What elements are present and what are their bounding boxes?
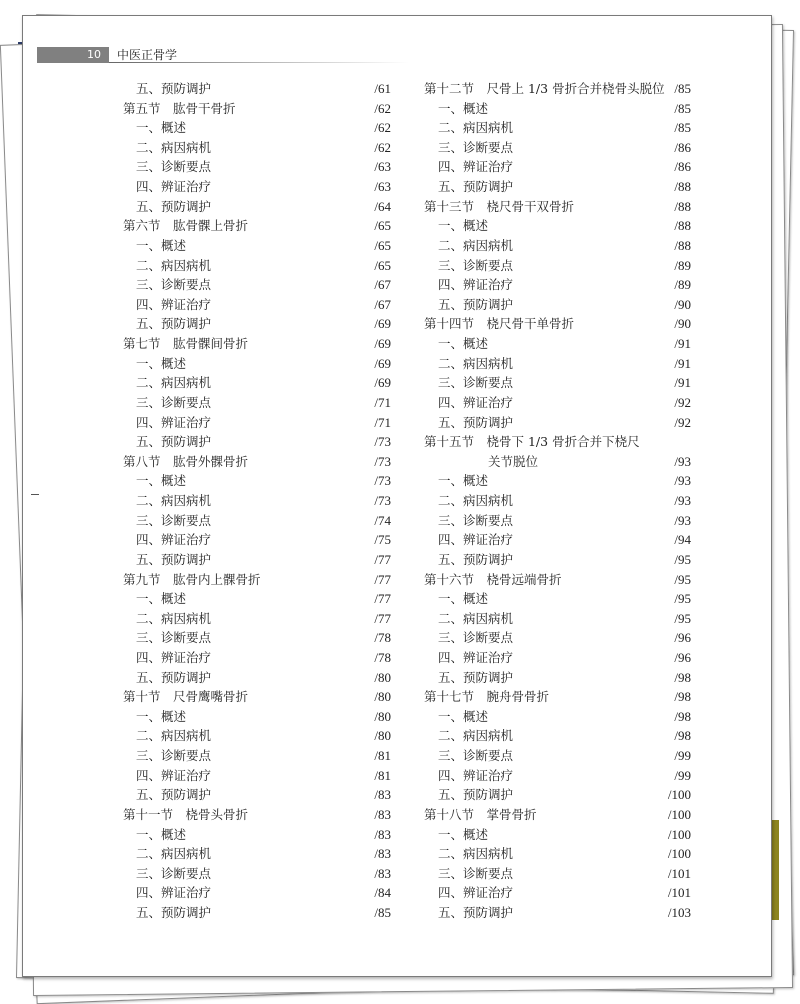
toc-entry-page: /61 bbox=[374, 81, 391, 96]
toc-entry-title: 三、诊断要点 bbox=[438, 257, 514, 273]
toc-entry-title: 四、辨证治疗 bbox=[136, 414, 212, 430]
toc-entry-page: /83 bbox=[374, 846, 391, 862]
toc-entry-title: 二、病因病机 bbox=[438, 237, 514, 253]
toc-entry-title: 五、预防调护 bbox=[136, 316, 212, 332]
toc-entry-page: /91 bbox=[674, 355, 691, 371]
toc-section-entry bbox=[424, 80, 691, 98]
toc-entry-title: 二、病因病机 bbox=[136, 846, 212, 862]
toc-entry-page: /83 bbox=[374, 865, 391, 881]
toc-entry-title: 三、诊断要点 bbox=[438, 139, 514, 155]
toc-entry-page: /75 bbox=[374, 532, 391, 548]
toc-entry-page: /71 bbox=[374, 394, 391, 410]
toc-section-entry bbox=[424, 198, 691, 216]
toc-subsection-entry bbox=[136, 865, 391, 883]
toc-entry-page: /69 bbox=[374, 336, 391, 352]
toc-entry-page: /77 bbox=[374, 610, 391, 626]
toc-subsection-entry bbox=[136, 512, 391, 530]
toc-entry-title: 五、预防调护 bbox=[136, 669, 212, 685]
toc-entry-page: /101 bbox=[667, 885, 691, 901]
toc-subsection-entry bbox=[136, 629, 391, 647]
toc-entry-page: /62 bbox=[374, 139, 391, 155]
toc-entry-title: 三、诊断要点 bbox=[438, 512, 514, 528]
toc-subsection-entry bbox=[136, 786, 391, 804]
toc-entry-page: /81 bbox=[374, 748, 391, 764]
toc-entry-title: 四、辨证治疗 bbox=[438, 885, 514, 901]
toc-entry-title: 第八节 肱骨外髁骨折 bbox=[123, 453, 249, 469]
toc-subsection-entry bbox=[438, 551, 691, 569]
toc-entry-page: /95 bbox=[674, 571, 691, 587]
toc-entry-title: 一、概述 bbox=[136, 826, 187, 842]
toc-entry-title: 五、预防调护 bbox=[438, 787, 514, 803]
toc-entry-page: /62 bbox=[374, 100, 391, 116]
toc-section-entry bbox=[488, 453, 691, 471]
toc-entry-page: /63 bbox=[374, 159, 391, 175]
toc-entry-title: 一、概述 bbox=[136, 591, 187, 607]
toc-subsection-entry bbox=[438, 531, 691, 549]
toc-entry-page: /74 bbox=[374, 512, 391, 528]
toc-entry-title: 四、辨证治疗 bbox=[438, 277, 514, 293]
toc-entry-title: 五、预防调护 bbox=[438, 669, 514, 685]
toc-entry-title: 一、概述 bbox=[438, 708, 489, 724]
toc-subsection-entry bbox=[136, 492, 391, 510]
toc-subsection-entry bbox=[136, 747, 391, 765]
toc-entry-page: /77 bbox=[374, 571, 391, 587]
toc-entry-title: 第九节 肱骨内上髁骨折 bbox=[123, 571, 261, 587]
toc-entry-page: /85 bbox=[374, 905, 391, 921]
toc-entry-title: 二、病因病机 bbox=[438, 610, 514, 626]
toc-subsection-entry bbox=[136, 374, 391, 392]
toc-entry-page: /90 bbox=[674, 296, 691, 312]
toc-entry-title: 三、诊断要点 bbox=[438, 630, 514, 646]
toc-entry-page: /99 bbox=[674, 767, 691, 783]
toc-entry-page: /86 bbox=[674, 139, 691, 155]
toc-subsection-entry bbox=[136, 414, 391, 432]
toc-entry-title: 第十一节 桡骨头骨折 bbox=[123, 806, 249, 822]
toc-entry-title: 三、诊断要点 bbox=[136, 394, 212, 410]
toc-entry-page: /92 bbox=[674, 414, 691, 430]
book-page bbox=[22, 15, 772, 977]
toc-entry-page: /64 bbox=[374, 198, 391, 214]
toc-section-entry bbox=[123, 335, 391, 353]
toc-entry-title: 第十五节 桡骨下 1/3 骨折合并下桡尺 bbox=[424, 434, 640, 450]
toc-subsection-entry bbox=[438, 884, 691, 902]
toc-subsection-entry bbox=[136, 296, 391, 314]
toc-entry-page: /80 bbox=[374, 708, 391, 724]
toc-entry-page: /95 bbox=[674, 610, 691, 626]
toc-subsection-entry bbox=[136, 198, 391, 216]
toc-entry-page: /78 bbox=[374, 649, 391, 665]
toc-section-entry bbox=[424, 806, 691, 824]
toc-entry-title: 五、预防调护 bbox=[438, 905, 514, 921]
toc-subsection-entry bbox=[438, 669, 691, 687]
toc-entry-title: 五、预防调护 bbox=[438, 551, 514, 567]
toc-entry-page: /84 bbox=[374, 885, 391, 901]
toc-entry-page: /95 bbox=[674, 551, 691, 567]
toc-entry-title: 四、辨证治疗 bbox=[136, 179, 212, 195]
toc-entry-page: /95 bbox=[674, 591, 691, 607]
toc-entry-page: /73 bbox=[374, 473, 391, 489]
toc-subsection-entry bbox=[438, 414, 691, 432]
toc-entry-page: /91 bbox=[674, 375, 691, 391]
toc-entry-title: 二、病因病机 bbox=[136, 257, 212, 273]
toc-subsection-entry bbox=[438, 708, 691, 726]
toc-subsection-entry bbox=[438, 296, 691, 314]
toc-entry-page: /100 bbox=[667, 806, 691, 822]
toc-entry-page: /65 bbox=[374, 237, 391, 253]
toc-subsection-entry bbox=[438, 610, 691, 628]
toc-entry-page: /71 bbox=[374, 414, 391, 430]
toc-subsection-entry bbox=[136, 237, 391, 255]
toc-entry-title: 一、概述 bbox=[438, 473, 489, 489]
toc-subsection-entry bbox=[136, 80, 391, 98]
toc-subsection-entry bbox=[438, 100, 691, 118]
toc-entry-title: 四、辨证治疗 bbox=[136, 296, 212, 312]
toc-entry-title: 第七节 肱骨髁间骨折 bbox=[123, 336, 249, 352]
toc-subsection-entry bbox=[438, 865, 691, 883]
toc-entry-page: /93 bbox=[674, 493, 691, 509]
toc-entry-title: 三、诊断要点 bbox=[136, 159, 212, 175]
toc-subsection-entry bbox=[438, 747, 691, 765]
toc-entry-title: 二、病因病机 bbox=[136, 610, 212, 626]
toc-entry-title: 一、概述 bbox=[136, 237, 187, 253]
toc-subsection-entry bbox=[438, 394, 691, 412]
toc-subsection-entry bbox=[438, 512, 691, 530]
toc-entry-page: /80 bbox=[374, 669, 391, 685]
toc-subsection-entry bbox=[136, 315, 391, 333]
toc-subsection-entry bbox=[438, 237, 691, 255]
toc-entry-page: /80 bbox=[374, 728, 391, 744]
toc-subsection-entry bbox=[438, 276, 691, 294]
toc-entry-title: 第十七节 腕舟骨骨折 bbox=[424, 689, 550, 705]
toc-subsection-entry bbox=[136, 139, 391, 157]
toc-entry-page: /73 bbox=[374, 434, 391, 450]
toc-entry-title: 二、病因病机 bbox=[438, 493, 514, 509]
toc-subsection-entry bbox=[438, 217, 691, 235]
toc-entry-title: 一、概述 bbox=[136, 120, 187, 136]
toc-entry-page: /96 bbox=[674, 649, 691, 665]
toc-subsection-entry bbox=[136, 590, 391, 608]
toc-entry-page: /92 bbox=[674, 394, 691, 410]
toc-subsection-entry bbox=[438, 158, 691, 176]
toc-entry-page: /67 bbox=[374, 277, 391, 293]
toc-subsection-entry bbox=[438, 139, 691, 157]
toc-entry-page: /88 bbox=[674, 198, 691, 214]
toc-subsection-entry bbox=[438, 178, 691, 196]
toc-subsection-entry bbox=[438, 472, 691, 490]
toc-entry-page: /101 bbox=[667, 865, 691, 881]
toc-subsection-entry bbox=[438, 119, 691, 137]
toc-entry-page: /67 bbox=[374, 296, 391, 312]
toc-section-entry bbox=[123, 571, 391, 589]
toc-entry-page: /80 bbox=[374, 689, 391, 705]
toc-entry-title: 关节脱位 bbox=[488, 453, 539, 469]
toc-entry-title: 第十二节 尺骨上 1/3 骨折合并桡骨头脱位 bbox=[424, 81, 665, 96]
toc-entry-title: 五、预防调护 bbox=[136, 787, 212, 803]
toc-entry-page: /83 bbox=[374, 826, 391, 842]
toc-entry-title: 二、病因病机 bbox=[438, 728, 514, 744]
toc-entry-page: /98 bbox=[674, 689, 691, 705]
toc-entry-page: /65 bbox=[374, 218, 391, 234]
toc-subsection-entry bbox=[438, 649, 691, 667]
toc-entry-page: /86 bbox=[674, 159, 691, 175]
toc-entry-title: 四、辨证治疗 bbox=[136, 767, 212, 783]
toc-entry-title: 三、诊断要点 bbox=[438, 375, 514, 391]
toc-entry-page: /77 bbox=[374, 551, 391, 567]
toc-entry-title: 二、病因病机 bbox=[438, 355, 514, 371]
toc-entry-page: /96 bbox=[674, 630, 691, 646]
toc-entry-title: 五、预防调护 bbox=[136, 198, 212, 214]
toc-subsection-entry bbox=[438, 786, 691, 804]
toc-entry-title: 二、病因病机 bbox=[438, 846, 514, 862]
toc-entry-page: /91 bbox=[674, 336, 691, 352]
toc-entry-page: /98 bbox=[674, 728, 691, 744]
toc-subsection-entry bbox=[136, 178, 391, 196]
toc-subsection-entry bbox=[136, 610, 391, 628]
toc-section-entry bbox=[424, 688, 691, 706]
toc-entry-page: /62 bbox=[374, 120, 391, 136]
toc-entry-page: /93 bbox=[674, 473, 691, 489]
toc-entry-page: /98 bbox=[674, 708, 691, 724]
toc-subsection-entry bbox=[438, 257, 691, 275]
toc-subsection-entry bbox=[438, 727, 691, 745]
toc-entry-title: 第十三节 桡尺骨干双骨折 bbox=[424, 198, 575, 214]
toc-entry-title: 四、辨证治疗 bbox=[136, 649, 212, 665]
toc-entry-page: /98 bbox=[674, 669, 691, 685]
toc-entry-page: /77 bbox=[374, 591, 391, 607]
toc-entry-page: /93 bbox=[674, 453, 691, 469]
toc-entry-title: 一、概述 bbox=[438, 218, 489, 234]
toc-entry-page: /73 bbox=[374, 453, 391, 469]
toc-entry-title: 三、诊断要点 bbox=[438, 748, 514, 764]
toc-entry-page: /69 bbox=[374, 316, 391, 332]
toc-subsection-entry bbox=[136, 727, 391, 745]
toc-entry-title: 三、诊断要点 bbox=[136, 748, 212, 764]
toc-entry-title: 第十八节 掌骨骨折 bbox=[424, 806, 537, 822]
toc-subsection-entry bbox=[136, 433, 391, 451]
toc-section-entry bbox=[123, 100, 391, 118]
toc-entry-page: /89 bbox=[674, 277, 691, 293]
toc-entry-title: 四、辨证治疗 bbox=[136, 532, 212, 548]
toc-entry-page: /81 bbox=[374, 767, 391, 783]
toc-entry-title: 二、病因病机 bbox=[136, 728, 212, 744]
toc-entry-page: /100 bbox=[667, 846, 691, 862]
toc-entry-title: 二、病因病机 bbox=[136, 493, 212, 509]
toc-subsection-entry bbox=[438, 492, 691, 510]
toc-section-entry bbox=[123, 688, 391, 706]
toc-subsection-entry bbox=[136, 884, 391, 902]
running-header-title: 中医正骨学 bbox=[117, 48, 178, 62]
toc-entry-page: /100 bbox=[667, 826, 691, 842]
toc-entry-page: /99 bbox=[674, 748, 691, 764]
toc-section-entry bbox=[123, 806, 391, 824]
toc-subsection-entry bbox=[136, 767, 391, 785]
toc-subsection-entry bbox=[136, 257, 391, 275]
toc-entry-title: 一、概述 bbox=[438, 826, 489, 842]
toc-subsection-entry bbox=[438, 374, 691, 392]
toc-entry-page: /89 bbox=[674, 257, 691, 273]
toc-section-entry bbox=[123, 217, 391, 235]
toc-entry-title: 二、病因病机 bbox=[438, 120, 514, 136]
toc-entry-title: 四、辨证治疗 bbox=[438, 532, 514, 548]
toc-entry-page: /69 bbox=[374, 375, 391, 391]
toc-entry-page: /88 bbox=[674, 218, 691, 234]
toc-entry-page: /63 bbox=[374, 179, 391, 195]
toc-entry-title: 二、病因病机 bbox=[136, 375, 212, 391]
toc-subsection-entry bbox=[438, 355, 691, 373]
toc-entry-page: /73 bbox=[374, 493, 391, 509]
toc-subsection-entry bbox=[136, 276, 391, 294]
toc-entry-title: 第十节 尺骨鹰嘴骨折 bbox=[123, 689, 249, 705]
toc-entry-title: 三、诊断要点 bbox=[136, 512, 212, 528]
margin-mark bbox=[31, 494, 39, 495]
toc-subsection-entry bbox=[136, 649, 391, 667]
toc-entry-page: /78 bbox=[374, 630, 391, 646]
toc-entry-page: /83 bbox=[374, 787, 391, 803]
toc-entry-title: 五、预防调护 bbox=[438, 179, 514, 195]
toc-subsection-entry bbox=[438, 845, 691, 863]
toc-entry-page: /93 bbox=[674, 512, 691, 528]
toc-subsection-entry bbox=[438, 590, 691, 608]
toc-subsection-entry bbox=[136, 158, 391, 176]
toc-entry-page: /94 bbox=[674, 532, 691, 548]
page-number: 10 bbox=[37, 47, 109, 63]
toc-entry-title: 一、概述 bbox=[438, 336, 489, 352]
toc-entry-title: 一、概述 bbox=[136, 708, 187, 724]
toc-entry-title: 五、预防调护 bbox=[438, 414, 514, 430]
toc-subsection-entry bbox=[136, 708, 391, 726]
toc-entry-title: 一、概述 bbox=[438, 591, 489, 607]
toc-entry-title: 三、诊断要点 bbox=[136, 865, 212, 881]
toc-entry-title: 第十六节 桡骨远端骨折 bbox=[424, 571, 562, 587]
toc-subsection-entry bbox=[136, 669, 391, 687]
toc-entry-title: 五、预防调护 bbox=[136, 551, 212, 567]
toc-subsection-entry bbox=[438, 335, 691, 353]
toc-entry-title: 四、辨证治疗 bbox=[136, 885, 212, 901]
toc-entry-title: 三、诊断要点 bbox=[136, 630, 212, 646]
toc-entry-page: /90 bbox=[674, 316, 691, 332]
header-rule bbox=[109, 62, 409, 63]
toc-entry-title: 一、概述 bbox=[136, 473, 187, 489]
toc-subsection-entry bbox=[438, 904, 691, 922]
toc-entry-title: 第十四节 桡尺骨干单骨折 bbox=[424, 316, 575, 332]
toc-subsection-entry bbox=[438, 629, 691, 647]
toc-entry-title: 第六节 肱骨髁上骨折 bbox=[123, 218, 249, 234]
toc-subsection-entry bbox=[136, 904, 391, 922]
toc-entry-page: /65 bbox=[374, 257, 391, 273]
toc-subsection-entry bbox=[136, 845, 391, 863]
toc-subsection-entry bbox=[136, 531, 391, 549]
toc-subsection-entry bbox=[136, 551, 391, 569]
toc-subsection-entry bbox=[136, 119, 391, 137]
toc-entry-page: /88 bbox=[674, 237, 691, 253]
toc-entry-title: 四、辨证治疗 bbox=[438, 394, 514, 410]
toc-subsection-entry bbox=[438, 767, 691, 785]
toc-entry-title: 三、诊断要点 bbox=[438, 865, 514, 881]
toc-entry-title: 五、预防调护 bbox=[136, 905, 212, 921]
toc-entry-title: 一、概述 bbox=[136, 355, 187, 371]
toc-subsection-entry bbox=[136, 394, 391, 412]
toc-entry-page: /100 bbox=[667, 787, 691, 803]
toc-section-entry bbox=[424, 433, 691, 451]
toc-subsection-entry bbox=[136, 355, 391, 373]
toc-entry-title: 四、辨证治疗 bbox=[438, 649, 514, 665]
toc-entry-page: /85 bbox=[674, 81, 691, 96]
toc-subsection-entry bbox=[136, 826, 391, 844]
toc-entry-title: 四、辨证治疗 bbox=[438, 767, 514, 783]
toc-entry-page: /103 bbox=[667, 905, 691, 921]
toc-entry-page: /69 bbox=[374, 355, 391, 371]
toc-entry-title: 二、病因病机 bbox=[136, 139, 212, 155]
toc-entry-title: 五、预防调护 bbox=[136, 434, 212, 450]
toc-subsection-entry bbox=[136, 472, 391, 490]
toc-entry-title: 第五节 肱骨干骨折 bbox=[123, 100, 236, 116]
toc-section-entry bbox=[424, 571, 691, 589]
toc-entry-title: 一、概述 bbox=[438, 100, 489, 116]
toc-section-entry bbox=[424, 315, 691, 333]
toc-entry-page: /88 bbox=[674, 179, 691, 195]
toc-entry-page: /85 bbox=[674, 100, 691, 116]
toc-entry-title: 五、预防调护 bbox=[136, 81, 212, 96]
toc-entry-title: 三、诊断要点 bbox=[136, 277, 212, 293]
toc-entry-title: 五、预防调护 bbox=[438, 296, 514, 312]
toc-entry-title: 四、辨证治疗 bbox=[438, 159, 514, 175]
toc-section-entry bbox=[123, 453, 391, 471]
toc-entry-page: /85 bbox=[674, 120, 691, 136]
toc-entry-page: /83 bbox=[374, 806, 391, 822]
toc-subsection-entry bbox=[438, 826, 691, 844]
